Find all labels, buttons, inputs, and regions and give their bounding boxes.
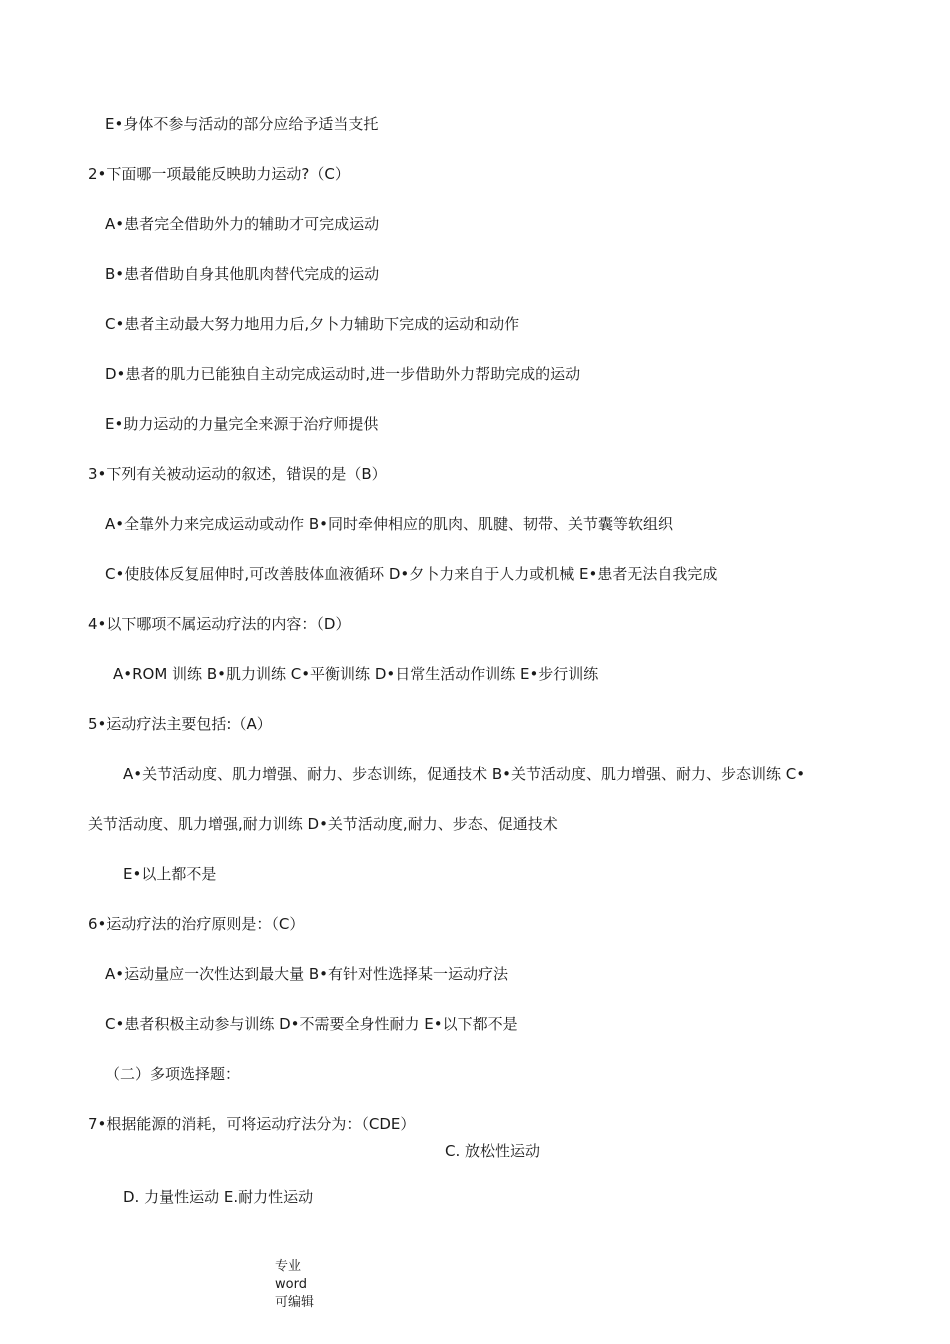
option-text: E•以上都不是 [123, 865, 217, 883]
option-text: A•ROM 训练 B•肌力训练 C•平衡训练 D•日常生活动作训练 E•步行训练 [113, 665, 599, 683]
option-text: A•患者完全借助外力的辅助才可完成运动 [105, 215, 380, 233]
question-text: 3•下列有关被动运动的叙述，错误的是（B） [88, 465, 387, 483]
option-text: B•患者借助自身其他肌肉替代完成的运动 [105, 265, 380, 283]
option-text: C•使肢体反复屈伸时,可改善肢体血液循环 D•夕卜力来自于人力或机械 E•患者无法自我完成 [105, 565, 718, 583]
question-text: 5•运动疗法主要包括:（A） [88, 715, 272, 733]
footer-line: 可编辑 [275, 1295, 315, 1310]
option-text: A•运动量应一次性达到最大量 B•有针对性选择某一运动疗法 [105, 965, 509, 983]
option-text: A•关节活动度、肌力增强、耐力、步态训练，促通技术 B•关节活动度、肌力增强、耐力、步态训练 C• [123, 765, 806, 783]
option-text: 关节活动度、肌力增强,耐力训练 D•关节活动度,耐力、步态、促通技术 [88, 815, 558, 833]
question-text: 4•以下哪项不属运动疗法的内容：（D） [88, 615, 351, 633]
question-text: 2•下面哪一项最能反映助力运动?（C） [88, 165, 350, 183]
option-text: C•患者积极主动参与训练 D•不需要全身性耐力 E•以下都不是 [105, 1015, 518, 1033]
footer-line: 专业 [275, 1259, 302, 1274]
option-text: D. 力量性运动 E.耐力性运动 [123, 1188, 314, 1206]
question-text: 7•根据能源的消耗，可将运动疗法分为：（CDE） [88, 1115, 416, 1133]
page-footer [275, 1258, 314, 1312]
option-text: C•患者主动最大努力地用力后,夕卜力辅助下完成的运动和动作 [105, 315, 520, 333]
option-text: D•患者的肌力已能独自主动完成运动时,进一步借助外力帮助完成的运动 [105, 365, 581, 383]
question-text: 6•运动疗法的治疗原则是：（C） [88, 915, 305, 933]
option-text: E•助力运动的力量完全来源于治疗师提供 [105, 415, 379, 433]
footer-line: word [275, 1277, 307, 1292]
option-text: A•全靠外力来完成运动或动作 B•同时牵伸相应的肌肉、肌腱、韧带、关节囊等软组织 [105, 515, 674, 533]
section-heading: （二）多项选择题： [105, 1065, 241, 1083]
option-text: C. 放松性运动 [445, 1142, 541, 1160]
option-text: E•身体不参与活动的部分应给予适当支托 [105, 115, 379, 133]
